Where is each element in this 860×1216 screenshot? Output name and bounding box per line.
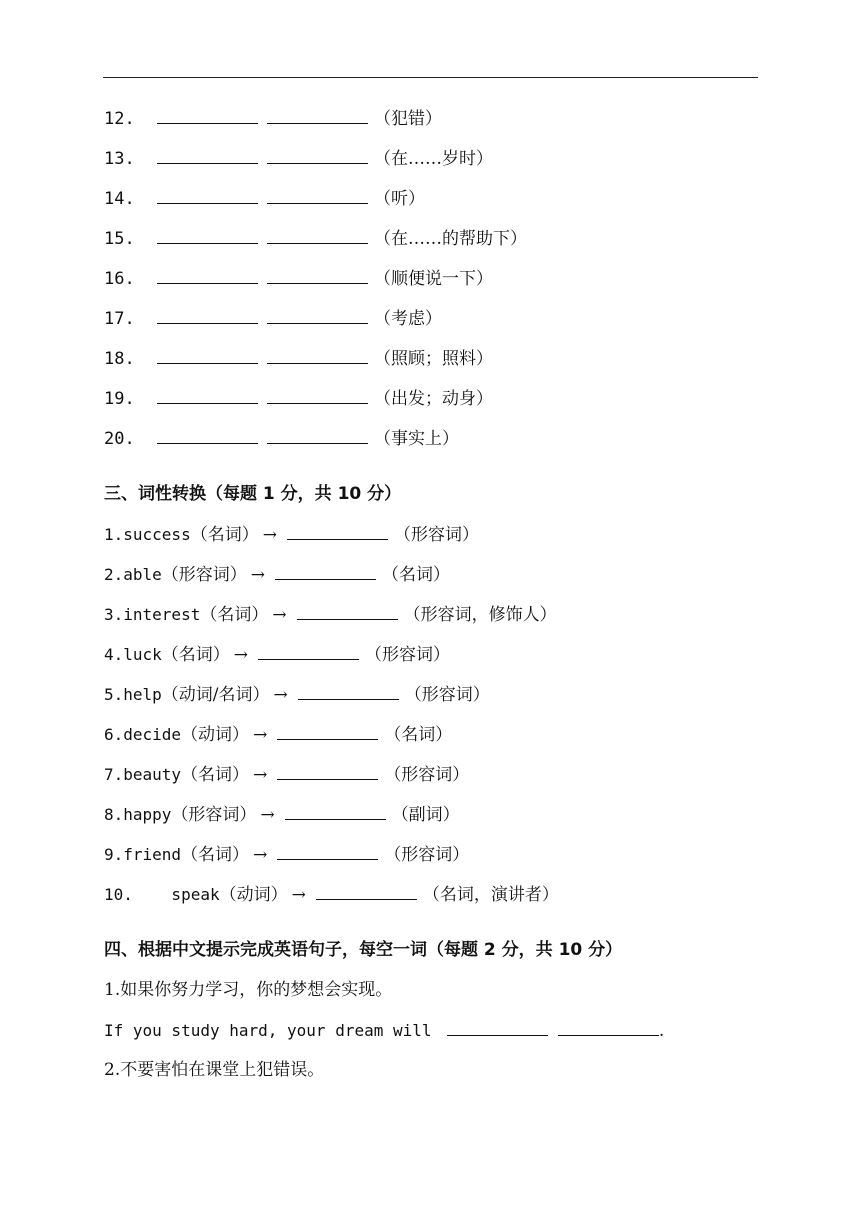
target-part-of-speech: （名词，演讲者） — [422, 885, 559, 905]
source-word: 2.able — [104, 565, 162, 584]
chinese-hint: （在……岁时） — [374, 149, 493, 169]
question-2-chinese: 2.不要害怕在课堂上犯错误。 — [104, 1060, 325, 1080]
answer-blank[interactable] — [277, 761, 378, 780]
arrow-icon: → — [273, 685, 288, 705]
answer-blank[interactable] — [157, 185, 258, 204]
chinese-hint: （顺便说一下） — [374, 269, 493, 289]
phrase-row — [104, 385, 493, 411]
arrow-icon: → — [253, 725, 268, 745]
source-word: 9.friend — [104, 845, 182, 864]
phrase-row — [104, 225, 527, 251]
answer-blank[interactable] — [275, 561, 376, 580]
arrow-icon: → — [262, 525, 277, 545]
answer-blank[interactable] — [277, 841, 378, 860]
conversion-row — [104, 801, 460, 827]
header-rule — [103, 77, 758, 78]
arrow-icon: → — [253, 765, 268, 785]
item-number: 12. — [104, 109, 135, 129]
source-word: 10. speak — [104, 885, 220, 904]
source-part-of-speech: （动词/名词） — [161, 685, 270, 705]
answer-blank[interactable] — [267, 345, 368, 364]
conversion-row — [104, 521, 479, 547]
chinese-hint: （事实上） — [374, 429, 459, 449]
conversion-row — [104, 721, 452, 747]
phrase-row — [104, 345, 493, 371]
answer-blank[interactable] — [157, 345, 258, 364]
source-word: 1.success — [104, 525, 191, 544]
chinese-hint: （犯错） — [374, 109, 442, 129]
answer-blank[interactable] — [157, 385, 258, 404]
source-part-of-speech: （名词） — [190, 525, 259, 545]
answer-blank[interactable] — [316, 881, 417, 900]
phrase-row — [104, 185, 425, 211]
source-part-of-speech: （名词） — [181, 765, 250, 785]
item-number: 20. — [104, 429, 135, 449]
source-part-of-speech: （名词） — [181, 845, 250, 865]
answer-blank[interactable] — [157, 145, 258, 164]
conversion-row — [104, 841, 469, 867]
conversion-row — [104, 881, 559, 907]
item-number: 19. — [104, 389, 135, 409]
question-1-english — [104, 1017, 664, 1043]
sentence-period: . — [658, 1021, 665, 1041]
conversion-row — [104, 641, 450, 667]
conversion-row — [104, 681, 490, 707]
conversion-row — [104, 601, 557, 627]
answer-blank[interactable] — [277, 721, 378, 740]
target-part-of-speech: （副词） — [391, 805, 460, 825]
answer-blank[interactable] — [267, 265, 368, 284]
answer-blank[interactable] — [447, 1017, 548, 1036]
arrow-icon: → — [250, 565, 266, 585]
answer-blank[interactable] — [287, 521, 388, 540]
answer-blank[interactable] — [267, 145, 368, 164]
phrase-row — [104, 305, 442, 331]
source-word: 4.luck — [104, 645, 162, 664]
conversion-row — [104, 561, 450, 587]
answer-blank[interactable] — [298, 681, 399, 700]
source-part-of-speech: （名词） — [200, 605, 269, 625]
source-part-of-speech: （形容词） — [161, 565, 247, 585]
chinese-hint: （照顾；照料） — [374, 349, 493, 369]
answer-blank[interactable] — [157, 305, 258, 324]
phrase-row — [104, 105, 442, 131]
source-word: 3.interest — [104, 605, 201, 624]
chinese-hint: （在……的帮助下） — [374, 229, 527, 249]
answer-blank[interactable] — [267, 105, 368, 124]
answer-blank[interactable] — [267, 225, 368, 244]
answer-blank[interactable] — [157, 105, 258, 124]
source-word: 7.beauty — [104, 765, 182, 784]
answer-blank[interactable] — [267, 305, 368, 324]
source-word: 6.decide — [104, 725, 182, 744]
chinese-hint: （考虑） — [374, 309, 442, 329]
item-number: 15. — [104, 229, 135, 249]
item-number: 16. — [104, 269, 135, 289]
target-part-of-speech: （形容词） — [384, 765, 470, 785]
chinese-hint: （听） — [374, 189, 425, 209]
answer-blank[interactable] — [157, 425, 258, 444]
answer-blank[interactable] — [558, 1017, 659, 1036]
item-number: 14. — [104, 189, 135, 209]
item-number: 17. — [104, 309, 135, 329]
arrow-icon: → — [233, 645, 249, 665]
answer-blank[interactable] — [157, 225, 258, 244]
answer-blank[interactable] — [267, 385, 368, 404]
arrow-icon: → — [260, 805, 275, 825]
phrase-row — [104, 145, 493, 171]
section-4-title: 四、根据中文提示完成英语句子，每空一词（每题 2 分，共 10 分） — [104, 940, 623, 960]
answer-blank[interactable] — [267, 185, 368, 204]
target-part-of-speech: （形容词） — [384, 845, 470, 865]
item-number: 13. — [104, 149, 135, 169]
source-part-of-speech: （动词） — [219, 885, 288, 905]
answer-blank[interactable] — [258, 641, 359, 660]
source-part-of-speech: （动词） — [181, 725, 250, 745]
target-part-of-speech: （名词） — [384, 725, 453, 745]
arrow-icon: → — [272, 605, 287, 625]
phrase-row — [104, 425, 459, 451]
question-1-chinese: 1.如果你努力学习，你的梦想会实现。 — [104, 980, 393, 1000]
source-word: 8.happy — [104, 805, 172, 824]
target-part-of-speech: （形容词） — [365, 645, 451, 665]
conversion-row — [104, 761, 469, 787]
answer-blank[interactable] — [267, 425, 368, 444]
answer-blank[interactable] — [297, 601, 398, 620]
question-1-sentence: If you study hard, your dream will — [104, 1021, 432, 1040]
phrase-row — [104, 265, 493, 291]
source-part-of-speech: （名词） — [161, 645, 230, 665]
source-part-of-speech: （形容词） — [171, 805, 257, 825]
answer-blank[interactable] — [285, 801, 386, 820]
target-part-of-speech: （形容词） — [393, 525, 479, 545]
item-number: 18. — [104, 349, 135, 369]
section-3-title: 三、词性转换（每题 1 分，共 10 分） — [104, 484, 402, 504]
target-part-of-speech: （名词） — [382, 565, 451, 585]
chinese-hint: （出发；动身） — [374, 389, 493, 409]
target-part-of-speech: （形容词） — [404, 685, 490, 705]
source-word: 5.help — [104, 685, 162, 704]
arrow-icon: → — [253, 845, 268, 865]
arrow-icon: → — [291, 885, 306, 905]
target-part-of-speech: （形容词，修饰人） — [403, 605, 557, 625]
answer-blank[interactable] — [157, 265, 258, 284]
